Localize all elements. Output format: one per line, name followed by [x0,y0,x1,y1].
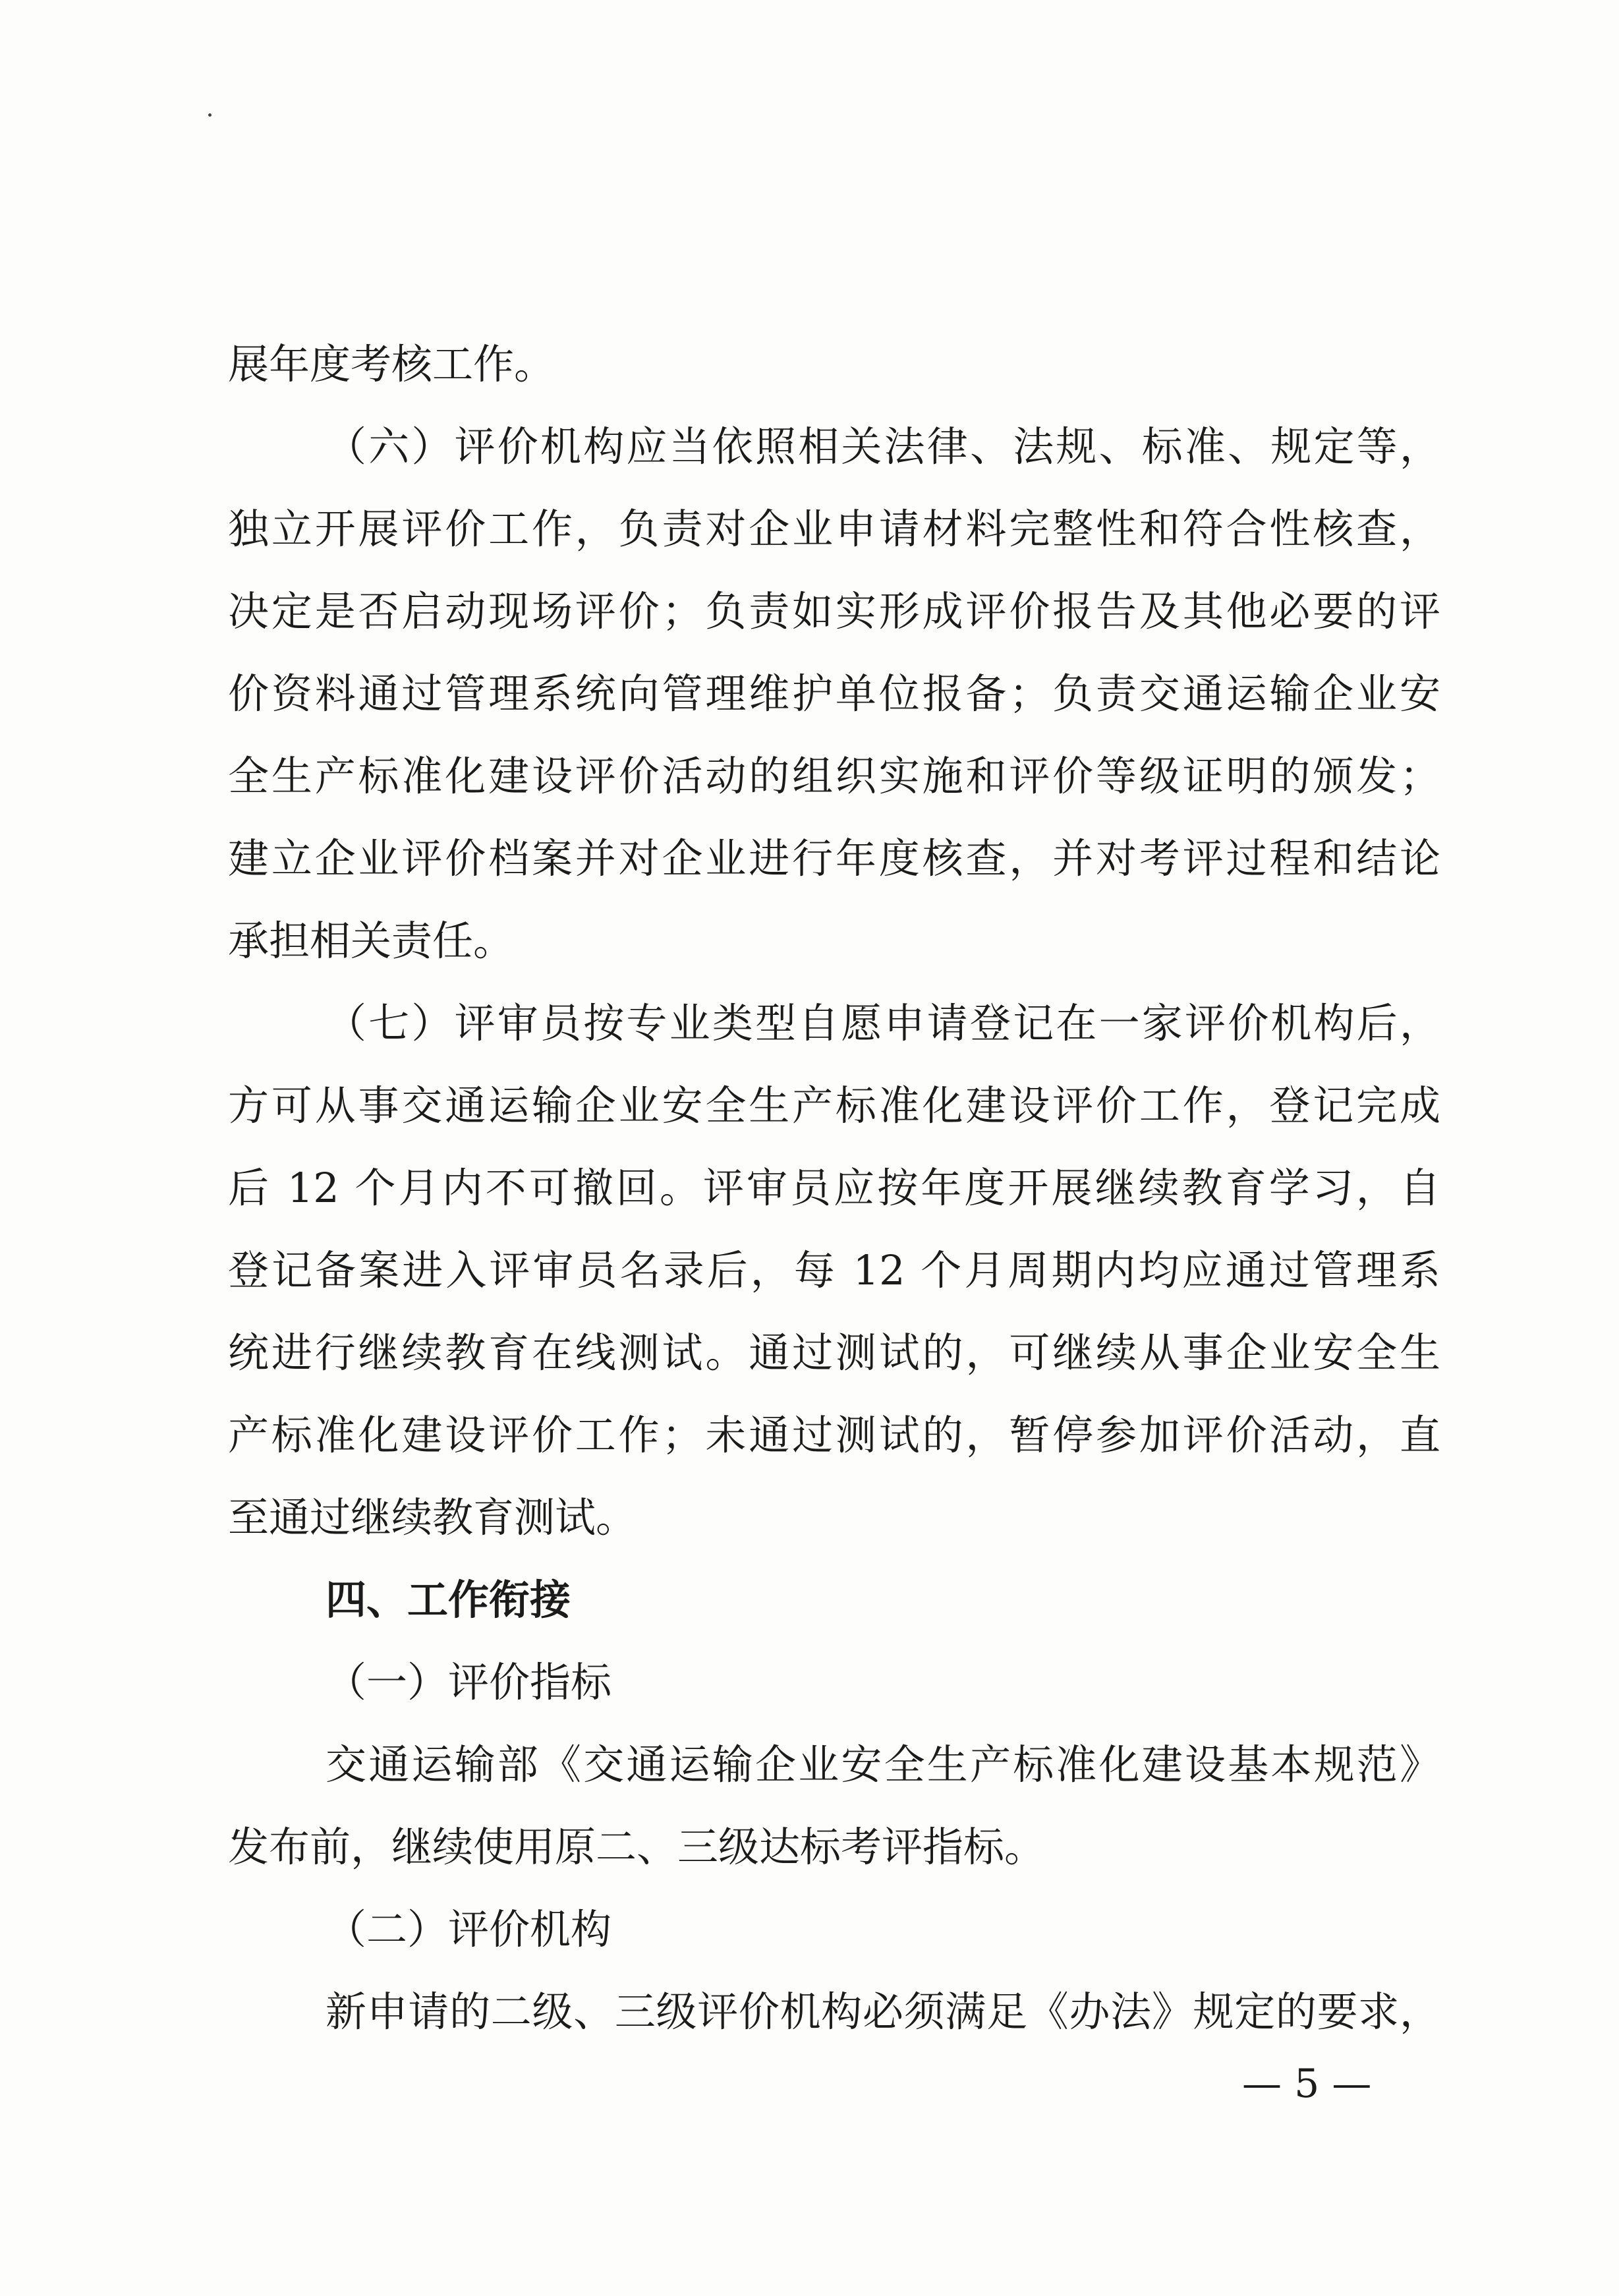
paragraph-line: 登记备案进入评审员名录后，每 12 个月周期内均应通过管理系 [228,1246,1440,1294]
paragraph-line: 独立开展评价工作，负责对企业申请材料完整性和符合性核查， [228,505,1440,553]
page-number: — 5 — [1242,2061,1372,2107]
paragraph-line: （六）评价机构应当依照相关法律、法规、标准、规定等， [326,422,1440,471]
body-text [228,323,1440,2053]
paragraph-line: 新申请的二级、三级评价机构必须满足《办法》规定的要求， [326,1988,1440,2036]
paragraph-line: （七）评审员按专业类型自愿申请登记在一家评价机构后， [326,999,1440,1047]
paragraph-line: 发布前，继续使用原二、三级达标考评指标。 [228,1823,1046,1871]
scan-speck [208,113,212,117]
paragraph-line: 产标准化建设评价工作；未通过测试的，暂停参加评价活动，直 [228,1411,1440,1459]
paragraph-line: 交通运输部《交通运输企业安全生产标准化建设基本规范》 [326,1740,1440,1789]
paragraph-line: 决定是否启动现场评价；负责如实形成评价报告及其他必要的评 [228,587,1440,635]
subsection-heading: （二）评价机构 [326,1905,612,1953]
paragraph-line: 展年度考核工作。 [228,340,555,388]
section-heading: 四、工作衔接 [326,1576,571,1624]
paragraph-line: 方可从事交通运输企业安全生产标准化建设评价工作，登记完成 [228,1081,1440,1130]
paragraph-line: 至通过继续教育测试。 [228,1493,637,1541]
paragraph-line: 统进行继续教育在线测试。通过测试的，可继续从事企业安全生 [228,1329,1440,1377]
paragraph-line: 建立企业评价档案并对企业进行年度核查，并对考评过程和结论 [228,834,1440,882]
paragraph-line: 后 12 个月内不可撤回。评审员应按年度开展继续教育学习，自 [228,1164,1440,1212]
paragraph-line: 价资料通过管理系统向管理维护单位报备；负责交通运输企业安 [228,670,1440,718]
paragraph-line: 全生产标准化建设评价活动的组织实施和评价等级证明的颁发； [228,752,1440,800]
subsection-heading: （一）评价指标 [326,1658,612,1706]
paragraph-line: 承担相关责任。 [228,917,515,965]
